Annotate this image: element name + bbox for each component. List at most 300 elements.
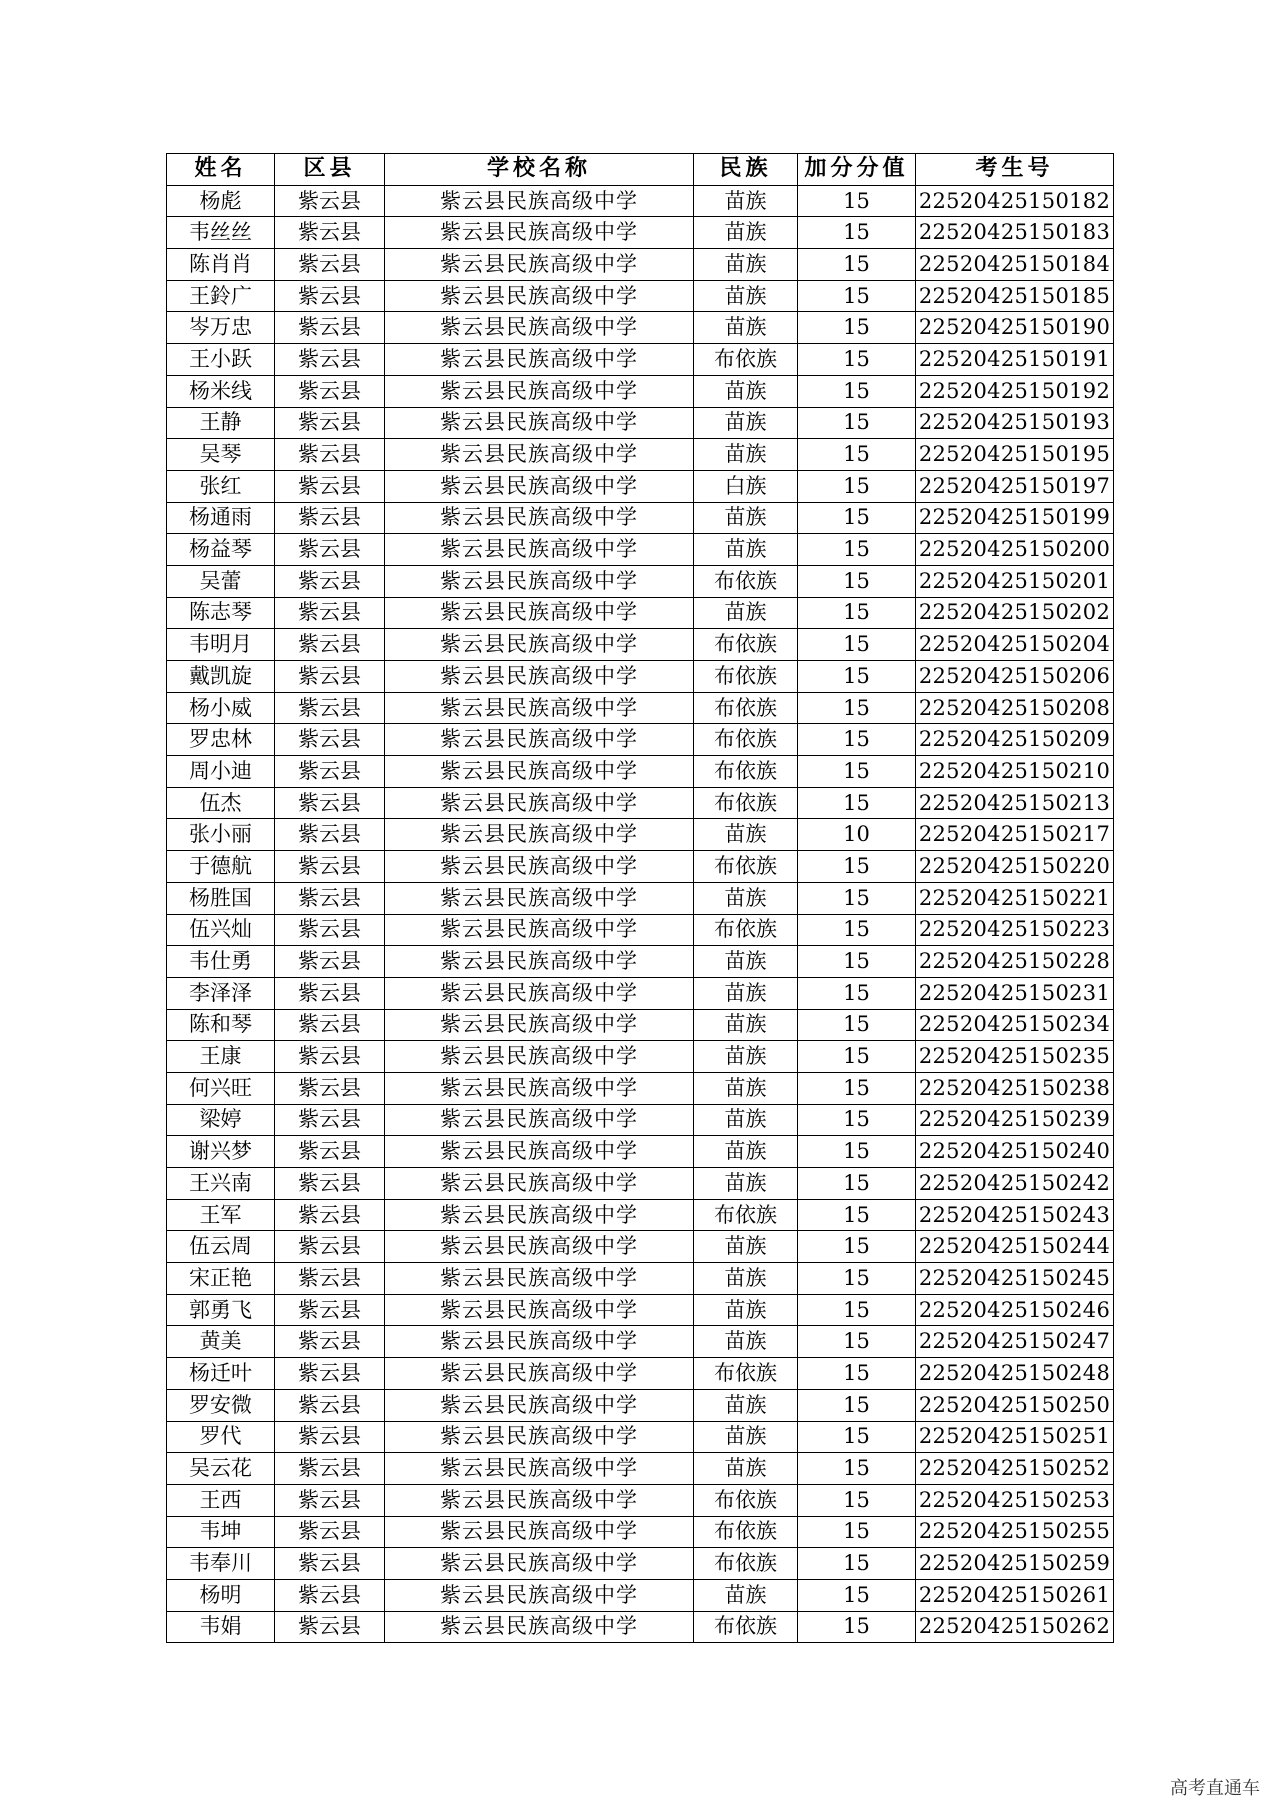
- cell-school: 紫云县民族高级中学: [385, 819, 694, 851]
- cell-school: 紫云县民族高级中学: [385, 914, 694, 946]
- cell-ethnicity: 苗族: [694, 946, 798, 978]
- cell-exam-number: 22520425150184: [916, 249, 1114, 281]
- cell-name: 罗代: [167, 1421, 275, 1453]
- cell-bonus: 15: [798, 851, 916, 883]
- cell-district: 紫云县: [275, 914, 385, 946]
- cell-name: 戴凯旋: [167, 661, 275, 693]
- cell-bonus: 15: [798, 344, 916, 376]
- table-row: [167, 1421, 1114, 1453]
- cell-bonus: 15: [798, 1611, 916, 1643]
- cell-ethnicity: 苗族: [694, 375, 798, 407]
- table-row: [167, 1009, 1114, 1041]
- cell-school: 紫云县民族高级中学: [385, 597, 694, 629]
- cell-ethnicity: 白族: [694, 470, 798, 502]
- header-district: 区县: [275, 154, 385, 186]
- table-row: [167, 1104, 1114, 1136]
- cell-school: 紫云县民族高级中学: [385, 375, 694, 407]
- table-row: [167, 1294, 1114, 1326]
- cell-name: 韦仕勇: [167, 946, 275, 978]
- cell-ethnicity: 苗族: [694, 1168, 798, 1200]
- table-row: [167, 1579, 1114, 1611]
- cell-exam-number: 22520425150208: [916, 692, 1114, 724]
- cell-bonus: 15: [798, 502, 916, 534]
- cell-school: 紫云县民族高级中学: [385, 1358, 694, 1390]
- cell-name: 杨明: [167, 1579, 275, 1611]
- cell-ethnicity: 布依族: [694, 1358, 798, 1390]
- cell-name: 伍兴灿: [167, 914, 275, 946]
- table-row: [167, 185, 1114, 217]
- cell-name: 吴琴: [167, 439, 275, 471]
- cell-district: 紫云县: [275, 629, 385, 661]
- cell-ethnicity: 苗族: [694, 280, 798, 312]
- cell-bonus: 15: [798, 661, 916, 693]
- cell-bonus: 15: [798, 312, 916, 344]
- cell-exam-number: 22520425150193: [916, 407, 1114, 439]
- cell-bonus: 15: [798, 470, 916, 502]
- cell-exam-number: 22520425150240: [916, 1136, 1114, 1168]
- watermark-text: 高考直通车: [1170, 1778, 1260, 1799]
- cell-ethnicity: 布依族: [694, 1199, 798, 1231]
- cell-district: 紫云县: [275, 1009, 385, 1041]
- cell-district: 紫云县: [275, 407, 385, 439]
- cell-bonus: 15: [798, 1199, 916, 1231]
- cell-district: 紫云县: [275, 1548, 385, 1580]
- table-row: [167, 1389, 1114, 1421]
- cell-name: 宋正艳: [167, 1263, 275, 1295]
- cell-school: 紫云县民族高级中学: [385, 1579, 694, 1611]
- header-school: 学校名称: [385, 154, 694, 186]
- cell-district: 紫云县: [275, 1389, 385, 1421]
- cell-exam-number: 22520425150243: [916, 1199, 1114, 1231]
- cell-ethnicity: 苗族: [694, 185, 798, 217]
- cell-exam-number: 22520425150220: [916, 851, 1114, 883]
- table-row: [167, 1231, 1114, 1263]
- table-row: [167, 629, 1114, 661]
- cell-district: 紫云县: [275, 375, 385, 407]
- table-row: [167, 1548, 1114, 1580]
- cell-school: 紫云县民族高级中学: [385, 1294, 694, 1326]
- cell-school: 紫云县民族高级中学: [385, 882, 694, 914]
- cell-ethnicity: 布依族: [694, 1548, 798, 1580]
- cell-exam-number: 22520425150197: [916, 470, 1114, 502]
- cell-bonus: 15: [798, 1231, 916, 1263]
- cell-bonus: 15: [798, 1358, 916, 1390]
- cell-district: 紫云县: [275, 977, 385, 1009]
- table-row: [167, 692, 1114, 724]
- table-row: [167, 1453, 1114, 1485]
- cell-ethnicity: 苗族: [694, 1041, 798, 1073]
- cell-ethnicity: 布依族: [694, 565, 798, 597]
- cell-exam-number: 22520425150191: [916, 344, 1114, 376]
- table-row: [167, 724, 1114, 756]
- cell-ethnicity: 苗族: [694, 439, 798, 471]
- table-row: [167, 280, 1114, 312]
- cell-school: 紫云县民族高级中学: [385, 1421, 694, 1453]
- cell-district: 紫云县: [275, 724, 385, 756]
- cell-ethnicity: 布依族: [694, 629, 798, 661]
- cell-school: 紫云县民族高级中学: [385, 724, 694, 756]
- cell-school: 紫云县民族高级中学: [385, 1199, 694, 1231]
- cell-district: 紫云县: [275, 819, 385, 851]
- table-body: [167, 185, 1114, 1643]
- cell-school: 紫云县民族高级中学: [385, 629, 694, 661]
- table-row: [167, 1516, 1114, 1548]
- cell-name: 周小迪: [167, 756, 275, 788]
- cell-district: 紫云县: [275, 597, 385, 629]
- cell-school: 紫云县民族高级中学: [385, 1548, 694, 1580]
- table-row: [167, 502, 1114, 534]
- table-row: [167, 439, 1114, 471]
- cell-district: 紫云县: [275, 946, 385, 978]
- cell-district: 紫云县: [275, 185, 385, 217]
- cell-ethnicity: 布依族: [694, 661, 798, 693]
- table-row: [167, 1611, 1114, 1643]
- cell-school: 紫云县民族高级中学: [385, 470, 694, 502]
- cell-district: 紫云县: [275, 661, 385, 693]
- table-row: [167, 249, 1114, 281]
- cell-bonus: 15: [798, 977, 916, 1009]
- cell-school: 紫云县民族高级中学: [385, 217, 694, 249]
- cell-school: 紫云县民族高级中学: [385, 1009, 694, 1041]
- cell-name: 梁婷: [167, 1104, 275, 1136]
- cell-ethnicity: 布依族: [694, 344, 798, 376]
- cell-bonus: 15: [798, 439, 916, 471]
- cell-ethnicity: 布依族: [694, 724, 798, 756]
- cell-school: 紫云县民族高级中学: [385, 439, 694, 471]
- cell-name: 韦丝丝: [167, 217, 275, 249]
- cell-bonus: 15: [798, 1294, 916, 1326]
- cell-exam-number: 22520425150245: [916, 1263, 1114, 1295]
- table-row: [167, 914, 1114, 946]
- cell-bonus: 15: [798, 724, 916, 756]
- cell-bonus: 10: [798, 819, 916, 851]
- cell-school: 紫云县民族高级中学: [385, 692, 694, 724]
- cell-exam-number: 22520425150200: [916, 534, 1114, 566]
- cell-bonus: 15: [798, 882, 916, 914]
- cell-name: 韦娟: [167, 1611, 275, 1643]
- cell-bonus: 15: [798, 1009, 916, 1041]
- cell-bonus: 15: [798, 534, 916, 566]
- cell-school: 紫云县民族高级中学: [385, 1389, 694, 1421]
- cell-district: 紫云县: [275, 756, 385, 788]
- cell-school: 紫云县民族高级中学: [385, 565, 694, 597]
- cell-ethnicity: 苗族: [694, 819, 798, 851]
- cell-exam-number: 22520425150223: [916, 914, 1114, 946]
- cell-ethnicity: 苗族: [694, 217, 798, 249]
- cell-ethnicity: 苗族: [694, 407, 798, 439]
- cell-school: 紫云县民族高级中学: [385, 1326, 694, 1358]
- cell-bonus: 15: [798, 249, 916, 281]
- cell-exam-number: 22520425150231: [916, 977, 1114, 1009]
- table-row: [167, 882, 1114, 914]
- cell-bonus: 15: [798, 1168, 916, 1200]
- cell-exam-number: 22520425150239: [916, 1104, 1114, 1136]
- cell-ethnicity: 苗族: [694, 1072, 798, 1104]
- cell-name: 张红: [167, 470, 275, 502]
- cell-exam-number: 22520425150234: [916, 1009, 1114, 1041]
- cell-name: 杨小威: [167, 692, 275, 724]
- cell-ethnicity: 布依族: [694, 692, 798, 724]
- cell-school: 紫云县民族高级中学: [385, 977, 694, 1009]
- cell-bonus: 15: [798, 1579, 916, 1611]
- cell-bonus: 15: [798, 1263, 916, 1295]
- cell-district: 紫云县: [275, 312, 385, 344]
- cell-school: 紫云县民族高级中学: [385, 1263, 694, 1295]
- cell-district: 紫云县: [275, 787, 385, 819]
- cell-district: 紫云县: [275, 1168, 385, 1200]
- cell-ethnicity: 苗族: [694, 1263, 798, 1295]
- cell-exam-number: 22520425150262: [916, 1611, 1114, 1643]
- cell-ethnicity: 布依族: [694, 1484, 798, 1516]
- cell-ethnicity: 苗族: [694, 1326, 798, 1358]
- cell-bonus: 15: [798, 1389, 916, 1421]
- cell-ethnicity: 苗族: [694, 1104, 798, 1136]
- table-row: [167, 1326, 1114, 1358]
- cell-district: 紫云县: [275, 1326, 385, 1358]
- cell-ethnicity: 布依族: [694, 756, 798, 788]
- cell-name: 于德航: [167, 851, 275, 883]
- cell-district: 紫云县: [275, 1453, 385, 1485]
- cell-school: 紫云县民族高级中学: [385, 851, 694, 883]
- cell-exam-number: 22520425150238: [916, 1072, 1114, 1104]
- cell-name: 李泽泽: [167, 977, 275, 1009]
- cell-bonus: 15: [798, 407, 916, 439]
- cell-ethnicity: 苗族: [694, 502, 798, 534]
- cell-exam-number: 22520425150217: [916, 819, 1114, 851]
- cell-ethnicity: 苗族: [694, 1579, 798, 1611]
- cell-district: 紫云县: [275, 280, 385, 312]
- cell-name: 陈和琴: [167, 1009, 275, 1041]
- cell-ethnicity: 苗族: [694, 597, 798, 629]
- cell-bonus: 15: [798, 1072, 916, 1104]
- cell-district: 紫云县: [275, 1263, 385, 1295]
- table-row: [167, 375, 1114, 407]
- cell-district: 紫云县: [275, 249, 385, 281]
- table-row: [167, 1168, 1114, 1200]
- cell-ethnicity: 苗族: [694, 1136, 798, 1168]
- table-row: [167, 407, 1114, 439]
- cell-name: 王静: [167, 407, 275, 439]
- cell-name: 王西: [167, 1484, 275, 1516]
- cell-bonus: 15: [798, 1326, 916, 1358]
- cell-ethnicity: 苗族: [694, 1231, 798, 1263]
- cell-name: 王军: [167, 1199, 275, 1231]
- cell-school: 紫云县民族高级中学: [385, 756, 694, 788]
- cell-ethnicity: 苗族: [694, 1294, 798, 1326]
- cell-school: 紫云县民族高级中学: [385, 534, 694, 566]
- cell-district: 紫云县: [275, 344, 385, 376]
- cell-bonus: 15: [798, 1136, 916, 1168]
- cell-exam-number: 22520425150201: [916, 565, 1114, 597]
- cell-bonus: 15: [798, 1421, 916, 1453]
- cell-exam-number: 22520425150259: [916, 1548, 1114, 1580]
- cell-school: 紫云县民族高级中学: [385, 1072, 694, 1104]
- cell-exam-number: 22520425150210: [916, 756, 1114, 788]
- cell-name: 伍云周: [167, 1231, 275, 1263]
- cell-exam-number: 22520425150185: [916, 280, 1114, 312]
- cell-school: 紫云县民族高级中学: [385, 280, 694, 312]
- cell-district: 紫云县: [275, 502, 385, 534]
- table-row: [167, 819, 1114, 851]
- cell-school: 紫云县民族高级中学: [385, 787, 694, 819]
- table-row: [167, 565, 1114, 597]
- cell-exam-number: 22520425150199: [916, 502, 1114, 534]
- cell-ethnicity: 布依族: [694, 1516, 798, 1548]
- cell-ethnicity: 苗族: [694, 1389, 798, 1421]
- table-row: [167, 1263, 1114, 1295]
- cell-district: 紫云县: [275, 692, 385, 724]
- cell-bonus: 15: [798, 787, 916, 819]
- cell-district: 紫云县: [275, 1421, 385, 1453]
- cell-district: 紫云县: [275, 565, 385, 597]
- cell-district: 紫云县: [275, 217, 385, 249]
- cell-bonus: 15: [798, 1484, 916, 1516]
- cell-exam-number: 22520425150248: [916, 1358, 1114, 1390]
- header-bonus: 加分分值: [798, 154, 916, 186]
- cell-district: 紫云县: [275, 1294, 385, 1326]
- cell-name: 杨通雨: [167, 502, 275, 534]
- cell-name: 谢兴梦: [167, 1136, 275, 1168]
- cell-name: 杨彪: [167, 185, 275, 217]
- cell-district: 紫云县: [275, 1104, 385, 1136]
- cell-ethnicity: 苗族: [694, 882, 798, 914]
- cell-name: 伍杰: [167, 787, 275, 819]
- cell-exam-number: 22520425150253: [916, 1484, 1114, 1516]
- cell-school: 紫云县民族高级中学: [385, 1484, 694, 1516]
- cell-district: 紫云县: [275, 1231, 385, 1263]
- cell-bonus: 15: [798, 946, 916, 978]
- cell-district: 紫云县: [275, 1072, 385, 1104]
- cell-district: 紫云县: [275, 1516, 385, 1548]
- cell-bonus: 15: [798, 1041, 916, 1073]
- cell-school: 紫云县民族高级中学: [385, 946, 694, 978]
- cell-bonus: 15: [798, 1516, 916, 1548]
- table-row: [167, 946, 1114, 978]
- cell-exam-number: 22520425150261: [916, 1579, 1114, 1611]
- cell-bonus: 15: [798, 565, 916, 597]
- cell-exam-number: 22520425150202: [916, 597, 1114, 629]
- table-row: [167, 851, 1114, 883]
- cell-exam-number: 22520425150209: [916, 724, 1114, 756]
- cell-ethnicity: 苗族: [694, 1453, 798, 1485]
- cell-name: 黄美: [167, 1326, 275, 1358]
- table-row: [167, 597, 1114, 629]
- cell-district: 紫云县: [275, 1136, 385, 1168]
- cell-school: 紫云县民族高级中学: [385, 407, 694, 439]
- cell-name: 罗安微: [167, 1389, 275, 1421]
- cell-bonus: 15: [798, 217, 916, 249]
- cell-exam-number: 22520425150251: [916, 1421, 1114, 1453]
- cell-district: 紫云县: [275, 534, 385, 566]
- table-row: [167, 661, 1114, 693]
- table-row: [167, 470, 1114, 502]
- cell-exam-number: 22520425150206: [916, 661, 1114, 693]
- cell-exam-number: 22520425150228: [916, 946, 1114, 978]
- cell-district: 紫云县: [275, 1579, 385, 1611]
- cell-name: 何兴旺: [167, 1072, 275, 1104]
- table-row: [167, 977, 1114, 1009]
- cell-bonus: 15: [798, 1548, 916, 1580]
- cell-district: 紫云县: [275, 1358, 385, 1390]
- cell-ethnicity: 布依族: [694, 914, 798, 946]
- cell-exam-number: 22520425150190: [916, 312, 1114, 344]
- cell-school: 紫云县民族高级中学: [385, 502, 694, 534]
- cell-exam-number: 22520425150195: [916, 439, 1114, 471]
- table-row: [167, 1199, 1114, 1231]
- cell-name: 韦明月: [167, 629, 275, 661]
- cell-exam-number: 22520425150250: [916, 1389, 1114, 1421]
- cell-name: 杨益琴: [167, 534, 275, 566]
- cell-bonus: 15: [798, 597, 916, 629]
- cell-name: 杨米线: [167, 375, 275, 407]
- cell-ethnicity: 苗族: [694, 1421, 798, 1453]
- cell-exam-number: 22520425150221: [916, 882, 1114, 914]
- cell-school: 紫云县民族高级中学: [385, 1104, 694, 1136]
- cell-exam-number: 22520425150252: [916, 1453, 1114, 1485]
- cell-district: 紫云县: [275, 882, 385, 914]
- cell-name: 杨胜国: [167, 882, 275, 914]
- cell-name: 王小跃: [167, 344, 275, 376]
- header-name: 姓名: [167, 154, 275, 186]
- cell-school: 紫云县民族高级中学: [385, 1453, 694, 1485]
- cell-ethnicity: 苗族: [694, 1009, 798, 1041]
- cell-bonus: 15: [798, 756, 916, 788]
- cell-school: 紫云县民族高级中学: [385, 1136, 694, 1168]
- cell-name: 王兴南: [167, 1168, 275, 1200]
- cell-exam-number: 22520425150235: [916, 1041, 1114, 1073]
- cell-school: 紫云县民族高级中学: [385, 249, 694, 281]
- table-row: [167, 1358, 1114, 1390]
- cell-name: 王鈴广: [167, 280, 275, 312]
- table-row: [167, 1041, 1114, 1073]
- table-row: [167, 312, 1114, 344]
- cell-bonus: 15: [798, 1453, 916, 1485]
- cell-name: 陈肖肖: [167, 249, 275, 281]
- cell-district: 紫云县: [275, 1041, 385, 1073]
- cell-name: 吴云花: [167, 1453, 275, 1485]
- cell-bonus: 15: [798, 692, 916, 724]
- cell-exam-number: 22520425150204: [916, 629, 1114, 661]
- cell-school: 紫云县民族高级中学: [385, 1611, 694, 1643]
- table-row: [167, 756, 1114, 788]
- bonus-points-table: [166, 153, 1114, 1643]
- cell-bonus: 15: [798, 375, 916, 407]
- header-ethnicity: 民族: [694, 154, 798, 186]
- table-header-row: [167, 154, 1114, 186]
- cell-school: 紫云县民族高级中学: [385, 661, 694, 693]
- cell-exam-number: 22520425150255: [916, 1516, 1114, 1548]
- cell-exam-number: 22520425150192: [916, 375, 1114, 407]
- cell-ethnicity: 苗族: [694, 534, 798, 566]
- cell-name: 张小丽: [167, 819, 275, 851]
- table-row: [167, 787, 1114, 819]
- cell-school: 紫云县民族高级中学: [385, 1231, 694, 1263]
- cell-name: 王康: [167, 1041, 275, 1073]
- cell-ethnicity: 苗族: [694, 312, 798, 344]
- header-exam-number: 考生号: [916, 154, 1114, 186]
- cell-exam-number: 22520425150247: [916, 1326, 1114, 1358]
- cell-bonus: 15: [798, 914, 916, 946]
- cell-district: 紫云县: [275, 1611, 385, 1643]
- cell-exam-number: 22520425150246: [916, 1294, 1114, 1326]
- cell-school: 紫云县民族高级中学: [385, 312, 694, 344]
- cell-school: 紫云县民族高级中学: [385, 1041, 694, 1073]
- table-row: [167, 344, 1114, 376]
- cell-name: 韦坤: [167, 1516, 275, 1548]
- cell-name: 陈志琴: [167, 597, 275, 629]
- cell-bonus: 15: [798, 629, 916, 661]
- cell-exam-number: 22520425150182: [916, 185, 1114, 217]
